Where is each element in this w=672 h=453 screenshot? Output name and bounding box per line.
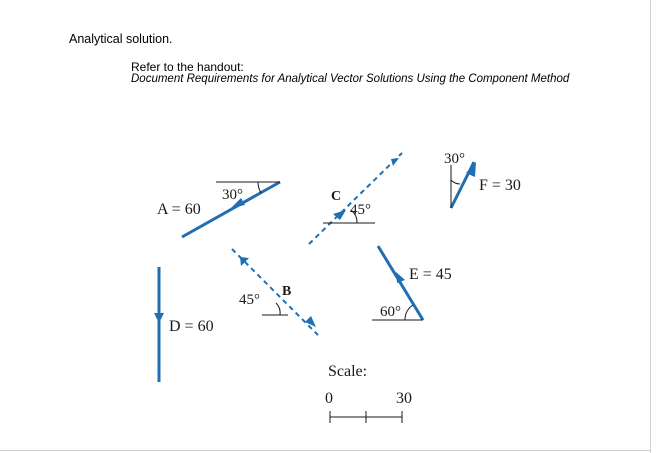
page-title: Analytical solution. (69, 32, 173, 46)
vector-a (157, 182, 280, 237)
vector-d-label: D = 60 (169, 318, 214, 335)
vector-b-arrowhead-lower-icon (305, 316, 316, 327)
scale-max: 30 (396, 390, 412, 407)
vector-a-label: A = 60 (157, 201, 201, 218)
vector-d-arrowhead-icon (154, 313, 164, 323)
vector-e-label: E = 45 (409, 266, 452, 283)
scale (325, 363, 412, 423)
vector-c-angle: 45° (350, 202, 371, 218)
vector-e-arrowhead-icon (396, 272, 405, 283)
scale-label: Scale: (328, 363, 368, 380)
vector-d (154, 267, 214, 382)
vector-f-angle-arc (451, 180, 460, 184)
vector-c-line (309, 153, 402, 244)
vector-b-angle-arc (276, 303, 280, 315)
handout-title: Document Requirements for Analytical Vector Solutions Using the Component Method (131, 73, 570, 85)
vector-e (372, 246, 452, 320)
vector-b-angle: 45° (239, 292, 260, 308)
vector-c-arrowhead-upper-icon (391, 158, 399, 166)
vector-c (309, 153, 402, 244)
vector-e-angle: 60° (380, 304, 401, 320)
vector-f-label: F = 30 (479, 177, 521, 194)
vector-f-angle: 30° (444, 151, 465, 167)
vector-c-label: C (331, 189, 342, 204)
vector-e-angle-arc (405, 305, 413, 320)
refer-text: Refer to the handout: (131, 60, 244, 74)
vector-b (232, 249, 318, 335)
vector-f (444, 151, 521, 208)
vector-a-angle: 30° (222, 187, 243, 203)
vector-a-angle-arc (258, 182, 261, 193)
vector-b-label: B (282, 284, 292, 299)
scale-min: 0 (325, 390, 333, 407)
